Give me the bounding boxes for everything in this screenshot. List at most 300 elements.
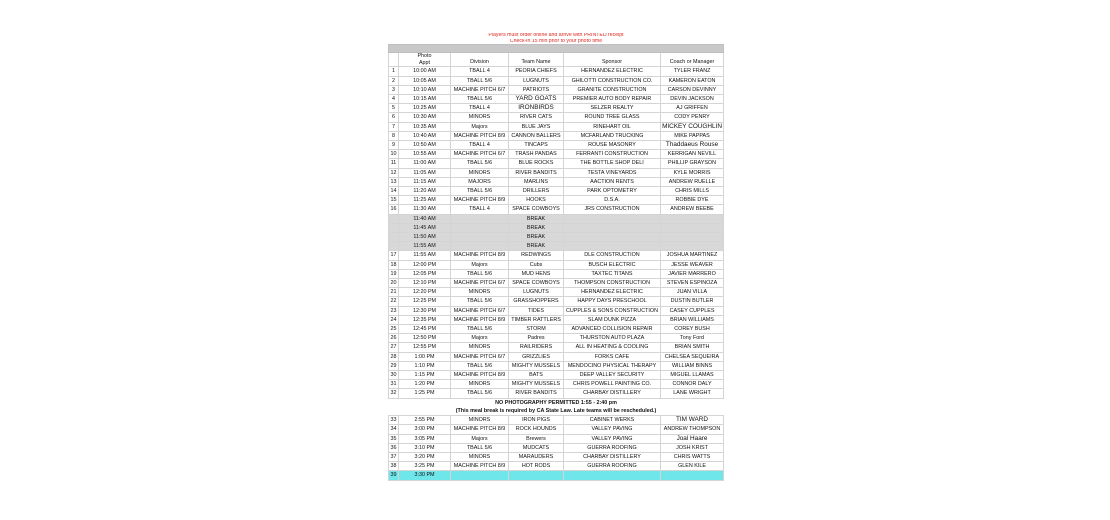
team-name: DRILLERS bbox=[509, 187, 564, 196]
team-name: MARAUDERS bbox=[509, 452, 564, 461]
row-number bbox=[389, 214, 399, 223]
table-row bbox=[389, 251, 724, 260]
division: MACHINE PITCH 6/7 bbox=[451, 352, 509, 361]
coach-manager bbox=[661, 242, 724, 251]
coach-manager: MIKE PAPPAS bbox=[661, 131, 724, 140]
sponsor: GUERRA ROOFING bbox=[564, 443, 661, 452]
break-row bbox=[389, 214, 724, 223]
team-name: GRASSHOPPERS bbox=[509, 297, 564, 306]
row-number: 20 bbox=[390, 280, 397, 287]
sponsor: PARK OPTOMETRY bbox=[564, 187, 661, 196]
division: MACHINE PITCH 8/9 bbox=[451, 251, 509, 260]
division: MAJORS bbox=[451, 177, 509, 186]
team-name: TRASH PANDAS bbox=[509, 150, 564, 159]
table-row bbox=[389, 389, 724, 398]
photo-time: 10:10 AM bbox=[399, 85, 451, 94]
coach-manager: CONNOR DALY bbox=[661, 380, 724, 389]
row-number: 18 bbox=[390, 261, 397, 268]
row-number: 12 bbox=[390, 169, 397, 176]
team-name: MIGHTY MUSSELS bbox=[509, 380, 564, 389]
row-number: 38 bbox=[390, 463, 397, 470]
row-number bbox=[389, 233, 399, 242]
photo-time: 12:45 PM bbox=[399, 325, 451, 334]
row-number: 14 bbox=[390, 188, 397, 195]
team-name: RIVER BANDITS bbox=[509, 389, 564, 398]
division bbox=[451, 242, 509, 251]
row-number: 36 bbox=[390, 444, 397, 451]
table-row bbox=[389, 425, 724, 434]
coach-manager: ANDREW THOMPSON bbox=[661, 425, 724, 434]
sponsor: CABINET WERKS bbox=[564, 416, 661, 425]
meal-break-line-1: NO PHOTOGRAPHY PERMITTED 1:55 - 2:40 pm bbox=[495, 399, 617, 406]
team-name: CANNON BALLERS bbox=[509, 131, 564, 140]
table-row bbox=[389, 205, 724, 214]
division: TBALL 5/6 bbox=[451, 159, 509, 168]
sponsor: AACTION RENTS bbox=[564, 177, 661, 186]
table-row bbox=[389, 76, 724, 85]
division: MINORS bbox=[451, 288, 509, 297]
break-label: BREAK bbox=[509, 242, 564, 251]
coach-manager: ANDREW RUELLE bbox=[661, 177, 724, 186]
row-number: 37 bbox=[390, 453, 397, 460]
coach-manager: AJ GRIFFEN bbox=[661, 104, 724, 113]
team-name: BLUE JAYS bbox=[509, 122, 564, 131]
division: TBALL 5/6 bbox=[451, 76, 509, 85]
division: MACHINE PITCH 8/9 bbox=[451, 196, 509, 205]
break-time: 11:55 AM bbox=[399, 242, 451, 251]
team-name: TINCAPS bbox=[509, 141, 564, 150]
row-number: 30 bbox=[390, 372, 397, 379]
team-name: LUGNUTS bbox=[509, 76, 564, 85]
division bbox=[451, 214, 509, 223]
row-number: 39 bbox=[390, 472, 397, 479]
sponsor: GRANITE CONSTRUCTION bbox=[564, 85, 661, 94]
team-name: MIGHTY MUSSELS bbox=[509, 361, 564, 370]
meal-break-row bbox=[389, 398, 724, 407]
table-row bbox=[389, 288, 724, 297]
team-name: TIMBER RATTLERS bbox=[509, 315, 564, 324]
coach-manager bbox=[661, 233, 724, 242]
row-number: 28 bbox=[390, 353, 397, 360]
break-row bbox=[389, 233, 724, 242]
coach-manager: JOSH KRIST bbox=[661, 443, 724, 452]
team-name: IRONBIRDS bbox=[509, 104, 564, 113]
sponsor: GUERRA ROOFING bbox=[564, 462, 661, 471]
sponsor: ROUSE MASONRY bbox=[564, 141, 661, 150]
photo-time: 11:20 AM bbox=[399, 187, 451, 196]
row-number: 13 bbox=[390, 178, 397, 185]
division: MACHINE PITCH 8/9 bbox=[451, 315, 509, 324]
team-name: PATRIOTS bbox=[509, 85, 564, 94]
table-row bbox=[389, 131, 724, 140]
division: MINORS bbox=[451, 452, 509, 461]
photo-time: 12:20 PM bbox=[399, 288, 451, 297]
team-name: MUD HENS bbox=[509, 269, 564, 278]
coach-manager bbox=[661, 223, 724, 232]
team-name: PEORIA CHIEFS bbox=[509, 67, 564, 76]
table-row bbox=[389, 67, 724, 76]
division: MACHINE PITCH 8/9 bbox=[451, 462, 509, 471]
coach-manager: DEVIN JACKSON bbox=[661, 94, 724, 103]
row-number: 26 bbox=[390, 335, 397, 342]
photo-time: 3:00 PM bbox=[399, 425, 451, 434]
table-row bbox=[389, 260, 724, 269]
row-number: 4 bbox=[389, 94, 399, 103]
division: MACHINE PITCH 6/7 bbox=[451, 85, 509, 94]
sponsor: FORKS CAFE bbox=[564, 352, 661, 361]
sponsor: SELZER REALTY bbox=[564, 104, 661, 113]
photo-time: 10:40 AM bbox=[399, 131, 451, 140]
coach-manager: WILLIAM BINNS bbox=[661, 361, 724, 370]
row-number: 32 bbox=[390, 390, 397, 397]
team-name: Padres bbox=[509, 334, 564, 343]
team-name: Cubs bbox=[509, 260, 564, 269]
division: TBALL 4 bbox=[451, 205, 509, 214]
row-number: 23 bbox=[390, 307, 397, 314]
break-time: 11:40 AM bbox=[399, 214, 451, 223]
sponsor: CHRIS POWELL PAINTING CO. bbox=[564, 380, 661, 389]
division: MINORS bbox=[451, 168, 509, 177]
table-row bbox=[389, 371, 724, 380]
division: Majors bbox=[451, 434, 509, 443]
sponsor: D.S.A. bbox=[564, 196, 661, 205]
header-team-name: Team Name bbox=[509, 53, 564, 67]
division: TBALL 4 bbox=[451, 141, 509, 150]
sponsor: CUPPLES & SONS CONSTRUCTION bbox=[564, 306, 661, 315]
team-name: RIVER BANDITS bbox=[509, 168, 564, 177]
row-number: 33 bbox=[390, 417, 397, 424]
coach-manager: TIM WARD bbox=[661, 416, 724, 425]
photo-time: 12:30 PM bbox=[399, 306, 451, 315]
coach-manager bbox=[661, 214, 724, 223]
table-row bbox=[389, 462, 724, 471]
sponsor: THURSTON AUTO PLAZA bbox=[564, 334, 661, 343]
sponsor: TESTA VINEYARDS bbox=[564, 168, 661, 177]
coach-manager: CHRIS WATTS bbox=[661, 452, 724, 461]
coach-manager: KERRIGAN NEVILL bbox=[661, 150, 724, 159]
coach-manager: CODY PENRY bbox=[661, 113, 724, 122]
photo-time: 1:15 PM bbox=[399, 371, 451, 380]
table-row bbox=[389, 279, 724, 288]
photo-time: 12:05 PM bbox=[399, 269, 451, 278]
row-number: 7 bbox=[389, 122, 399, 131]
division: TBALL 5/6 bbox=[451, 187, 509, 196]
division: Majors bbox=[451, 334, 509, 343]
sponsor bbox=[564, 242, 661, 251]
division: TBALL 5/6 bbox=[451, 443, 509, 452]
photo-time: 10:00 AM bbox=[399, 67, 451, 76]
division: TBALL 5/6 bbox=[451, 297, 509, 306]
table-row bbox=[389, 297, 724, 306]
sponsor: HERNANDEZ ELECTRIC bbox=[564, 67, 661, 76]
photo-time: 10:55 AM bbox=[399, 150, 451, 159]
photo-schedule-table bbox=[388, 33, 724, 481]
sponsor: JRS CONSTRUCTION bbox=[564, 205, 661, 214]
coach-manager: CARSON DEVINNY bbox=[661, 85, 724, 94]
row-number: 31 bbox=[390, 381, 397, 388]
team-name: TIDES bbox=[509, 306, 564, 315]
notice-line-2: Check-in 15 min prior to your photo time bbox=[509, 38, 603, 44]
table-row bbox=[389, 269, 724, 278]
team-name: REDWINGS bbox=[509, 251, 564, 260]
division: MACHINE PITCH 8/9 bbox=[451, 371, 509, 380]
division: TBALL 5/6 bbox=[451, 269, 509, 278]
row-number: 15 bbox=[390, 197, 397, 204]
row-number: 16 bbox=[390, 206, 397, 213]
coach-manager: TYLER FRANZ bbox=[661, 67, 724, 76]
division: Majors bbox=[451, 122, 509, 131]
photo-time: 12:10 PM bbox=[399, 279, 451, 288]
photo-time: 11:00 AM bbox=[399, 159, 451, 168]
header-division: Division bbox=[451, 53, 509, 67]
sponsor: DLE CONSTRUCTION bbox=[564, 251, 661, 260]
coach-manager: PHILLIP GRAYSON bbox=[661, 159, 724, 168]
row-number: 27 bbox=[390, 344, 397, 351]
table-row bbox=[389, 306, 724, 315]
table-row bbox=[389, 443, 724, 452]
coach-manager: KAMERON EATON bbox=[661, 76, 724, 85]
table-row bbox=[389, 159, 724, 168]
coach-manager bbox=[661, 471, 724, 480]
table-row bbox=[389, 325, 724, 334]
sponsor bbox=[564, 233, 661, 242]
coach-manager: JAVIER MARRERO bbox=[661, 269, 724, 278]
table-row bbox=[389, 196, 724, 205]
coach-manager: JOSHUA MARTINEZ bbox=[661, 251, 724, 260]
division: MACHINE PITCH 8/9 bbox=[451, 131, 509, 140]
table-row bbox=[389, 352, 724, 361]
row-number: 9 bbox=[389, 141, 399, 150]
sponsor: MENDOCINO PHYSICAL THERAPY bbox=[564, 361, 661, 370]
division: MINORS bbox=[451, 343, 509, 352]
team-name: MARLINS bbox=[509, 177, 564, 186]
row-number bbox=[389, 223, 399, 232]
table-row bbox=[389, 361, 724, 370]
notice-line-1: Players must order online and arrive with PRINTED receipt bbox=[488, 33, 624, 38]
sponsor: ADVANCED COLLISION REPAIR bbox=[564, 325, 661, 334]
photo-time: 11:25 AM bbox=[399, 196, 451, 205]
break-label: BREAK bbox=[509, 233, 564, 242]
row-number: 5 bbox=[389, 104, 399, 113]
header-number bbox=[389, 53, 399, 67]
table-row bbox=[389, 416, 724, 425]
table-row bbox=[389, 187, 724, 196]
team-name bbox=[509, 471, 564, 480]
division: TBALL 5/6 bbox=[451, 361, 509, 370]
photo-time: 2:55 PM bbox=[399, 416, 451, 425]
team-name: ROCK HOUNDS bbox=[509, 425, 564, 434]
table-row bbox=[389, 471, 724, 480]
row-number: 3 bbox=[389, 85, 399, 94]
sponsor: ALL IN HEATING & COOLING bbox=[564, 343, 661, 352]
coach-manager: Thaddaeus Rouse bbox=[661, 141, 724, 150]
table-row bbox=[389, 434, 724, 443]
header-sponsor: Sponsor bbox=[564, 53, 661, 67]
sponsor: THE BOTTLE SHOP DELI bbox=[564, 159, 661, 168]
photo-time: 1:25 PM bbox=[399, 389, 451, 398]
team-name: Brewers bbox=[509, 434, 564, 443]
row-number: 1 bbox=[389, 67, 399, 76]
photo-time: 12:50 PM bbox=[399, 334, 451, 343]
photo-time: 12:25 PM bbox=[399, 297, 451, 306]
team-name: GRIZZLIES bbox=[509, 352, 564, 361]
table-row bbox=[389, 452, 724, 461]
coach-manager: GLEN KILE bbox=[661, 462, 724, 471]
row-number: 21 bbox=[390, 289, 397, 296]
photo-time: 10:05 AM bbox=[399, 76, 451, 85]
table-row bbox=[389, 168, 724, 177]
photo-time: 10:30 AM bbox=[399, 113, 451, 122]
team-name: BLUE ROCKS bbox=[509, 159, 564, 168]
coach-manager: Tony Ford bbox=[661, 334, 724, 343]
sponsor: SLAM DUNK PIZZA bbox=[564, 315, 661, 324]
sponsor: DEEP VALLEY SECURITY bbox=[564, 371, 661, 380]
break-time: 11:45 AM bbox=[399, 223, 451, 232]
team-name: SPACE COWBOYS bbox=[509, 205, 564, 214]
break-row bbox=[389, 223, 724, 232]
team-name: RAILRIDERS bbox=[509, 343, 564, 352]
table-row bbox=[389, 141, 724, 150]
sponsor: RINEHART OIL bbox=[564, 122, 661, 131]
division: MACHINE PITCH 6/7 bbox=[451, 306, 509, 315]
team-name: LUGNUTS bbox=[509, 288, 564, 297]
coach-manager: MICKEY COUGHLIN bbox=[662, 122, 722, 130]
sponsor: FERRANTI CONSTRUCTION bbox=[564, 150, 661, 159]
photo-time: 3:30 PM bbox=[399, 471, 451, 480]
break-row bbox=[389, 242, 724, 251]
photo-time: 11:15 AM bbox=[399, 177, 451, 186]
row-number: 24 bbox=[390, 316, 397, 323]
photo-time: 3:10 PM bbox=[399, 443, 451, 452]
division: MACHINE PITCH 8/9 bbox=[451, 425, 509, 434]
row-number: 11 bbox=[389, 159, 399, 168]
team-name: MUDCATS bbox=[509, 443, 564, 452]
sponsor bbox=[564, 214, 661, 223]
sponsor: MCFARLAND TRUCKING bbox=[564, 131, 661, 140]
coach-manager: CHELSEA SEQUEIRA bbox=[661, 352, 724, 361]
coach-manager: JESSE WEAVER bbox=[661, 260, 724, 269]
sponsor bbox=[564, 223, 661, 232]
row-number: 8 bbox=[389, 131, 399, 140]
break-time: 11:50 AM bbox=[399, 233, 451, 242]
row-number: 34 bbox=[390, 426, 397, 433]
coach-manager: ROBBIE DYE bbox=[661, 196, 724, 205]
row-number: 17 bbox=[390, 252, 397, 259]
row-number: 10 bbox=[390, 151, 397, 158]
division: MINORS bbox=[451, 380, 509, 389]
photo-time: 3:20 PM bbox=[399, 452, 451, 461]
sponsor: TAXTEC TITANS bbox=[564, 269, 661, 278]
division: MINORS bbox=[451, 113, 509, 122]
coach-manager: JUAN VILLA bbox=[661, 288, 724, 297]
row-number: 29 bbox=[390, 362, 397, 369]
sponsor: CHARBAY DISTILLERY bbox=[564, 389, 661, 398]
photo-time: 1:20 PM bbox=[399, 380, 451, 389]
break-label: BREAK bbox=[509, 214, 564, 223]
coach-manager: BRIAN WILLIAMS bbox=[661, 315, 724, 324]
table-row bbox=[389, 113, 724, 122]
row-number bbox=[389, 242, 399, 251]
row-number: 22 bbox=[390, 298, 397, 305]
meal-break-line-2: (This meal break is required by CA State Law. Late teams will be rescheduled.) bbox=[455, 407, 657, 414]
row-number: 35 bbox=[390, 435, 397, 442]
division: MINORS bbox=[451, 416, 509, 425]
coach-manager: COREY BUSH bbox=[661, 325, 724, 334]
coach-manager: KYLE MORRIS bbox=[661, 168, 724, 177]
division: MACHINE PITCH 6/7 bbox=[451, 279, 509, 288]
table-row bbox=[389, 315, 724, 324]
photo-time: 3:25 PM bbox=[399, 462, 451, 471]
row-number: 19 bbox=[390, 270, 397, 277]
division: TBALL 5/6 bbox=[451, 94, 509, 103]
coach-manager: BRIAN SMITH bbox=[661, 343, 724, 352]
coach-manager: STEVEN ESPINOZA bbox=[661, 279, 724, 288]
table-row bbox=[389, 343, 724, 352]
coach-manager: CHRIS MILLS bbox=[661, 187, 724, 196]
sponsor: VALLEY PAVING bbox=[564, 425, 661, 434]
gray-divider bbox=[389, 45, 724, 53]
division: TBALL 5/6 bbox=[451, 389, 509, 398]
coach-manager: ANDREW BEEBE bbox=[661, 205, 724, 214]
table-row bbox=[389, 85, 724, 94]
photo-time: 1:00 PM bbox=[399, 352, 451, 361]
sponsor: HAPPY DAYS PRESCHOOL bbox=[564, 297, 661, 306]
sponsor: PREMIER AUTO BODY REPAIR bbox=[564, 94, 661, 103]
photo-time: 10:35 AM bbox=[399, 122, 451, 131]
row-number: 2 bbox=[389, 76, 399, 85]
team-name: HOOKS bbox=[509, 196, 564, 205]
team-name: SPACE COWBOYS bbox=[509, 279, 564, 288]
photo-time: 11:55 AM bbox=[399, 251, 451, 260]
photo-time: 12:55 PM bbox=[399, 343, 451, 352]
team-name: RIVER CATS bbox=[509, 113, 564, 122]
table-row bbox=[389, 94, 724, 103]
header-photo-appt: Photo Appt bbox=[399, 53, 451, 67]
table-row bbox=[389, 177, 724, 186]
sponsor: THOMPSON CONSTRUCTION bbox=[564, 279, 661, 288]
division: TBALL 5/6 bbox=[451, 325, 509, 334]
photo-time: 11:05 AM bbox=[399, 168, 451, 177]
row-number: 25 bbox=[390, 326, 397, 333]
coach-manager: DUSTIN BUTLER bbox=[661, 297, 724, 306]
sponsor: BUSCH ELECTRIC bbox=[564, 260, 661, 269]
coach-manager: LANE WRIGHT bbox=[661, 389, 724, 398]
coach-manager: Joal Haare bbox=[661, 434, 724, 443]
team-name: HOT RODS bbox=[509, 462, 564, 471]
row-number: 6 bbox=[389, 113, 399, 122]
table-row bbox=[389, 380, 724, 389]
table-row bbox=[389, 122, 724, 131]
team-name: STORM bbox=[509, 325, 564, 334]
table-row bbox=[389, 150, 724, 159]
photo-time: 1:10 PM bbox=[399, 361, 451, 370]
division bbox=[451, 223, 509, 232]
team-name: YARD GOATS bbox=[509, 94, 564, 103]
photo-time: 3:05 PM bbox=[399, 434, 451, 443]
sponsor: CHARBAY DISTILLERY bbox=[564, 452, 661, 461]
team-name: BATS bbox=[509, 371, 564, 380]
meal-break-row bbox=[389, 407, 724, 416]
photo-time: 12:35 PM bbox=[399, 315, 451, 324]
division: TBALL 4 bbox=[451, 104, 509, 113]
team-name: IRON PIGS bbox=[509, 416, 564, 425]
division bbox=[451, 233, 509, 242]
sponsor: VALLEY PAVING bbox=[564, 434, 661, 443]
photo-time: 10:15 AM bbox=[399, 94, 451, 103]
coach-manager: MIGUEL LLAMAS bbox=[661, 371, 724, 380]
table-row bbox=[389, 104, 724, 113]
schedule-sheet bbox=[388, 33, 723, 481]
